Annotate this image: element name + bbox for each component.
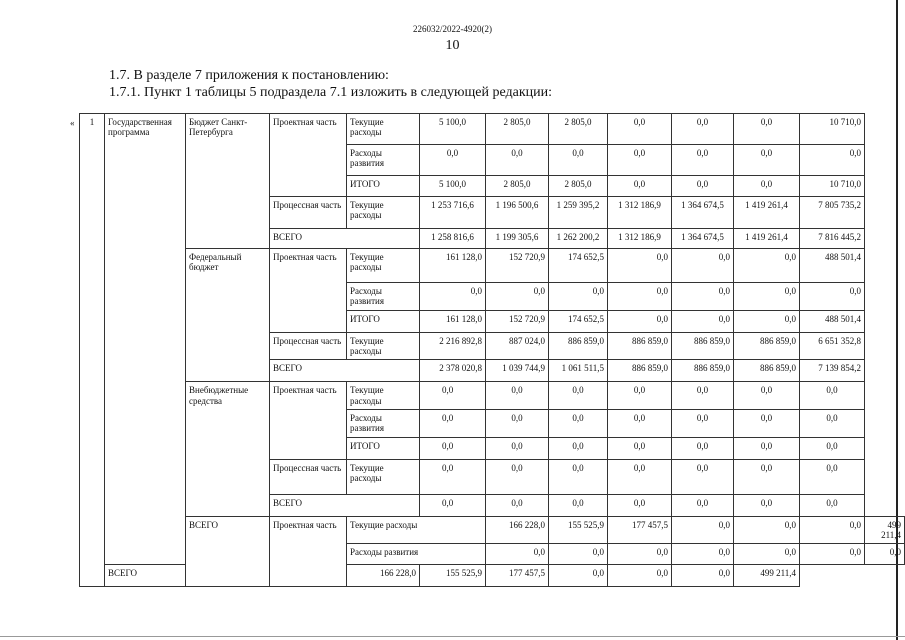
value-cell: 0,0 [549, 565, 608, 587]
value-cell: 177 457,5 [608, 516, 672, 544]
value-cell: 0,0 [800, 516, 865, 544]
expense-current-cell: Текущие расходы [347, 332, 420, 360]
table-row [80, 565, 905, 587]
value-cell: 0,0 [549, 283, 608, 311]
value-cell: 488 501,4 [800, 310, 865, 332]
value-cell: 0,0 [800, 382, 865, 410]
expense-current-cell: Текущие расходы [347, 114, 420, 145]
value-cell: 0,0 [734, 176, 800, 197]
value-cell: 0,0 [672, 565, 734, 587]
value-cell: 10 710,0 [800, 114, 865, 145]
value-cell: 174 652,5 [549, 310, 608, 332]
value-cell: 0,0 [734, 382, 800, 410]
value-cell: 0,0 [486, 544, 549, 565]
value-cell: 0,0 [800, 459, 865, 494]
value-cell: 155 525,9 [420, 565, 486, 587]
value-cell: 1 061 511,5 [549, 360, 608, 382]
part-project-cell: Проектная часть [270, 114, 347, 197]
value-cell: 7 139 854,2 [800, 360, 865, 382]
value-cell: 0,0 [672, 114, 734, 145]
value-cell: 166 228,0 [486, 516, 549, 544]
value-cell: 0,0 [734, 145, 800, 176]
total-label-cell: ВСЕГО [270, 494, 420, 516]
value-cell: 1 258 816,6 [420, 229, 486, 249]
value-cell: 886 859,0 [734, 360, 800, 382]
value-cell: 1 419 261,4 [734, 197, 800, 229]
value-cell: 0,0 [672, 516, 734, 544]
value-cell: 0,0 [486, 437, 549, 459]
expense-current-cell: Текущие расходы [347, 382, 420, 410]
value-cell: 0,0 [486, 459, 549, 494]
opening-quote: « [70, 118, 75, 128]
value-cell: 0,0 [486, 145, 549, 176]
table-row [80, 249, 905, 283]
value-cell: 152 720,9 [486, 249, 549, 283]
expense-itogo-cell: ИТОГО [347, 310, 420, 332]
value-cell: 6 651 352,8 [800, 332, 865, 360]
value-cell: 0,0 [420, 437, 486, 459]
value-cell: 0,0 [608, 283, 672, 311]
value-cell: 0,0 [734, 437, 800, 459]
value-cell: 5 100,0 [420, 176, 486, 197]
funding-table [79, 113, 905, 587]
value-cell: 0,0 [800, 283, 865, 311]
source-extrabudget-cell: Внебюджетные средства [186, 382, 270, 516]
value-cell: 0,0 [800, 544, 865, 565]
value-cell: 7 805 735,2 [800, 197, 865, 229]
value-cell: 886 859,0 [608, 360, 672, 382]
value-cell: 1 199 305,6 [486, 229, 549, 249]
value-cell: 0,0 [608, 310, 672, 332]
value-cell: 2 805,0 [486, 176, 549, 197]
value-cell: 2 805,0 [549, 176, 608, 197]
value-cell: 0,0 [420, 382, 486, 410]
grand-total-label-cell: ВСЕГО [186, 516, 270, 587]
value-cell: 0,0 [549, 410, 608, 438]
value-cell: 1 364 674,5 [672, 229, 734, 249]
part-project-cell: Проектная часть [270, 516, 347, 587]
value-cell: 0,0 [608, 145, 672, 176]
value-cell: 0,0 [608, 382, 672, 410]
expense-development-cell: Расходы развития [347, 283, 420, 311]
page-edge-bottom [0, 636, 905, 637]
value-cell: 0,0 [734, 114, 800, 145]
value-cell: 0,0 [486, 410, 549, 438]
part-project-cell: Проектная часть [270, 382, 347, 459]
value-cell: 0,0 [734, 410, 800, 438]
value-cell: 0,0 [734, 459, 800, 494]
value-cell: 0,0 [608, 565, 672, 587]
value-cell: 1 419 261,4 [734, 229, 800, 249]
value-cell: 0,0 [608, 410, 672, 438]
value-cell: 1 312 186,9 [608, 229, 672, 249]
value-cell: 1 196 500,6 [486, 197, 549, 229]
row-number-cell: 1 [80, 114, 105, 587]
value-cell: 499 211,4 [734, 565, 800, 587]
value-cell: 0,0 [420, 283, 486, 311]
value-cell: 0,0 [486, 382, 549, 410]
value-cell: 0,0 [734, 249, 800, 283]
value-cell: 0,0 [608, 459, 672, 494]
value-cell: 0,0 [734, 310, 800, 332]
total-label-cell: ВСЕГО [270, 360, 420, 382]
value-cell: 0,0 [672, 410, 734, 438]
expense-development-cell: Расходы развития [347, 544, 486, 565]
value-cell: 0,0 [549, 382, 608, 410]
value-cell: 0,0 [672, 437, 734, 459]
expense-development-cell: Расходы развития [347, 410, 420, 438]
value-cell: 161 128,0 [420, 249, 486, 283]
value-cell: 0,0 [608, 114, 672, 145]
expense-current-cell: Текущие расходы [347, 197, 420, 229]
value-cell: 1 312 186,9 [608, 197, 672, 229]
table-row [80, 382, 905, 410]
value-cell: 2 805,0 [486, 114, 549, 145]
value-cell: 886 859,0 [608, 332, 672, 360]
expense-current-cell: Текущие расходы [347, 516, 486, 544]
value-cell: 0,0 [549, 145, 608, 176]
subsection-heading: 1.7.1. Пункт 1 таблицы 5 подраздела 7.1 изложить в следующей редакции: [109, 85, 553, 100]
value-cell: 1 259 395,2 [549, 197, 608, 229]
page-number: 10 [445, 38, 460, 53]
value-cell: 0,0 [734, 544, 800, 565]
value-cell: 1 253 716,6 [420, 197, 486, 229]
part-process-cell: Процессная часть [270, 197, 347, 229]
value-cell: 161 128,0 [420, 310, 486, 332]
value-cell: 10 710,0 [800, 176, 865, 197]
value-cell: 0,0 [672, 145, 734, 176]
part-process-cell: Процессная часть [270, 459, 347, 494]
expense-itogo-cell: ИТОГО [347, 176, 420, 197]
value-cell: 886 859,0 [672, 360, 734, 382]
table-row [80, 114, 905, 145]
source-spb-cell: Бюджет Санкт-Петербурга [186, 114, 270, 249]
value-cell: 0,0 [420, 410, 486, 438]
value-cell: 886 859,0 [549, 332, 608, 360]
value-cell: 0,0 [608, 249, 672, 283]
value-cell: 0,0 [420, 459, 486, 494]
expense-itogo-cell: ИТОГО [347, 437, 420, 459]
value-cell: 2 805,0 [549, 114, 608, 145]
value-cell: 0,0 [486, 494, 549, 516]
value-cell: 0,0 [800, 494, 865, 516]
part-process-cell: Процессная часть [270, 332, 347, 360]
value-cell: 0,0 [672, 283, 734, 311]
value-cell: 0,0 [608, 437, 672, 459]
value-cell: 0,0 [608, 176, 672, 197]
source-federal-cell: Федеральный бюджет [186, 249, 270, 382]
value-cell: 0,0 [672, 459, 734, 494]
value-cell: 0,0 [608, 494, 672, 516]
value-cell: 886 859,0 [734, 332, 800, 360]
value-cell: 177 457,5 [486, 565, 549, 587]
value-cell: 0,0 [734, 283, 800, 311]
value-cell: 0,0 [800, 410, 865, 438]
value-cell: 2 216 892,8 [420, 332, 486, 360]
value-cell: 0,0 [800, 145, 865, 176]
value-cell: 5 100,0 [420, 114, 486, 145]
value-cell: 152 720,9 [486, 310, 549, 332]
value-cell: 499 211,4 [865, 516, 905, 544]
value-cell: 0,0 [608, 544, 672, 565]
value-cell: 0,0 [672, 176, 734, 197]
program-name-cell: Государственная программа [105, 114, 186, 565]
total-label-cell: ВСЕГО [270, 229, 420, 249]
document-id: 226032/2022-4920(2) [413, 24, 492, 34]
value-cell: 0,0 [800, 437, 865, 459]
expense-development-cell: Расходы развития [347, 145, 420, 176]
value-cell: 166 228,0 [347, 565, 420, 587]
value-cell: 0,0 [549, 437, 608, 459]
value-cell: 0,0 [672, 544, 734, 565]
section-heading: 1.7. В разделе 7 приложения к постановлению: [109, 68, 389, 83]
value-cell: 2 378 020,8 [420, 360, 486, 382]
expense-current-cell: Текущие расходы [347, 249, 420, 283]
value-cell: 7 816 445,2 [800, 229, 865, 249]
value-cell: 0,0 [549, 544, 608, 565]
value-cell: 0,0 [672, 494, 734, 516]
value-cell: 0,0 [549, 494, 608, 516]
value-cell: 0,0 [672, 382, 734, 410]
value-cell: 0,0 [486, 283, 549, 311]
value-cell: 886 859,0 [672, 332, 734, 360]
value-cell: 0,0 [420, 494, 486, 516]
expense-current-cell: Текущие расходы [347, 459, 420, 494]
value-cell: 0,0 [865, 544, 905, 565]
value-cell: 0,0 [734, 494, 800, 516]
value-cell: 1 262 200,2 [549, 229, 608, 249]
value-cell: 0,0 [672, 249, 734, 283]
value-cell: 155 525,9 [549, 516, 608, 544]
value-cell: 1 039 744,9 [486, 360, 549, 382]
value-cell: 1 364 674,5 [672, 197, 734, 229]
total-label-cell: ВСЕГО [105, 565, 270, 587]
value-cell: 0,0 [549, 459, 608, 494]
value-cell: 488 501,4 [800, 249, 865, 283]
value-cell: 0,0 [420, 145, 486, 176]
part-project-cell: Проектная часть [270, 249, 347, 333]
value-cell: 0,0 [734, 516, 800, 544]
value-cell: 887 024,0 [486, 332, 549, 360]
table-row [80, 516, 905, 544]
value-cell: 174 652,5 [549, 249, 608, 283]
value-cell: 0,0 [672, 310, 734, 332]
